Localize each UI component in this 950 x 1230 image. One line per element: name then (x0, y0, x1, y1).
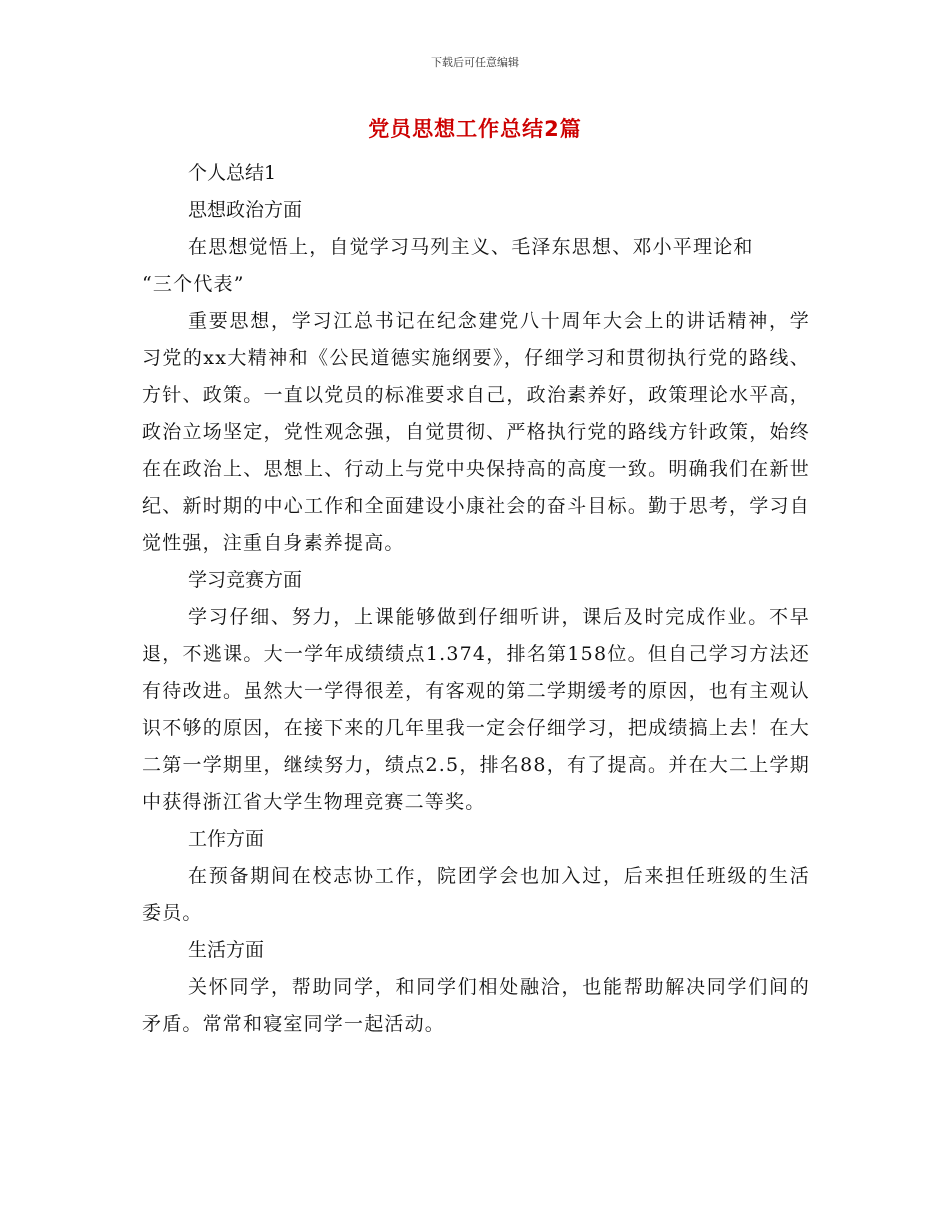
section-heading-study: 学习竞赛方面 (188, 569, 303, 591)
paragraph-awareness: 在思想觉悟上，自觉学习马列主义、毛泽东思想、邓小平理论和 “三个代表” (142, 236, 754, 295)
section-heading-life: 生活方面 (188, 939, 265, 961)
document-body (142, 155, 810, 1043)
paragraph-life: 关怀同学，帮助同学，和同学们相处融洽，也能帮助解决同学们间的矛盾。常常和寝室同学一起活动。 (142, 976, 810, 1035)
section-heading-work: 工作方面 (188, 828, 265, 850)
section-heading-political: 思想政治方面 (188, 199, 303, 221)
paragraph-work: 在预备期间在校志协工作，院团学会也加入过，后来担任班级的生活委员。 (142, 865, 810, 924)
paragraph-study: 学习仔细、努力，上课能够做到仔细听讲，课后及时完成作业。不早退，不逃课。大一学年成绩绩点1.374，排名第158位。但自己学习方法还有待改进。虽然大一学得很差，有客观的第二学期缓考的原因，也有主观认识不够的原因，在接下来的几年里我一定会仔细学习，把成绩搞上去！在大二第一学期里，继续努力，绩点2.5，排名88，有了提高。并在大二上学期中获得浙江省大学生物理竞赛二等奖。 (142, 606, 810, 813)
page-header-note: 下载后可任意编辑 (431, 56, 519, 69)
section-heading-summary: 个人总结1 (188, 162, 277, 184)
document-title: 党员思想工作总结2篇 (368, 117, 582, 141)
paragraph-political-thought: 重要思想，学习江总书记在纪念建党八十周年大会上的讲话精神，学习党的xx大精神和《公民道德实施纲要》，仔细学习和贯彻执行党的路线、方针、政策。一直以党员的标准要求自己，政治素养好，政策理论水平高，政治立场坚定，党性观念强，自觉贯彻、严格执行党的路线方针政策，始终在在政治上、思想上、行动上与党中央保持高的高度一致。明确我们在新世纪、新时期的中心工作和全面建设小康社会的奋斗目标。勤于思考，学习自觉性强，注重自身素养提高。 (142, 310, 810, 554)
